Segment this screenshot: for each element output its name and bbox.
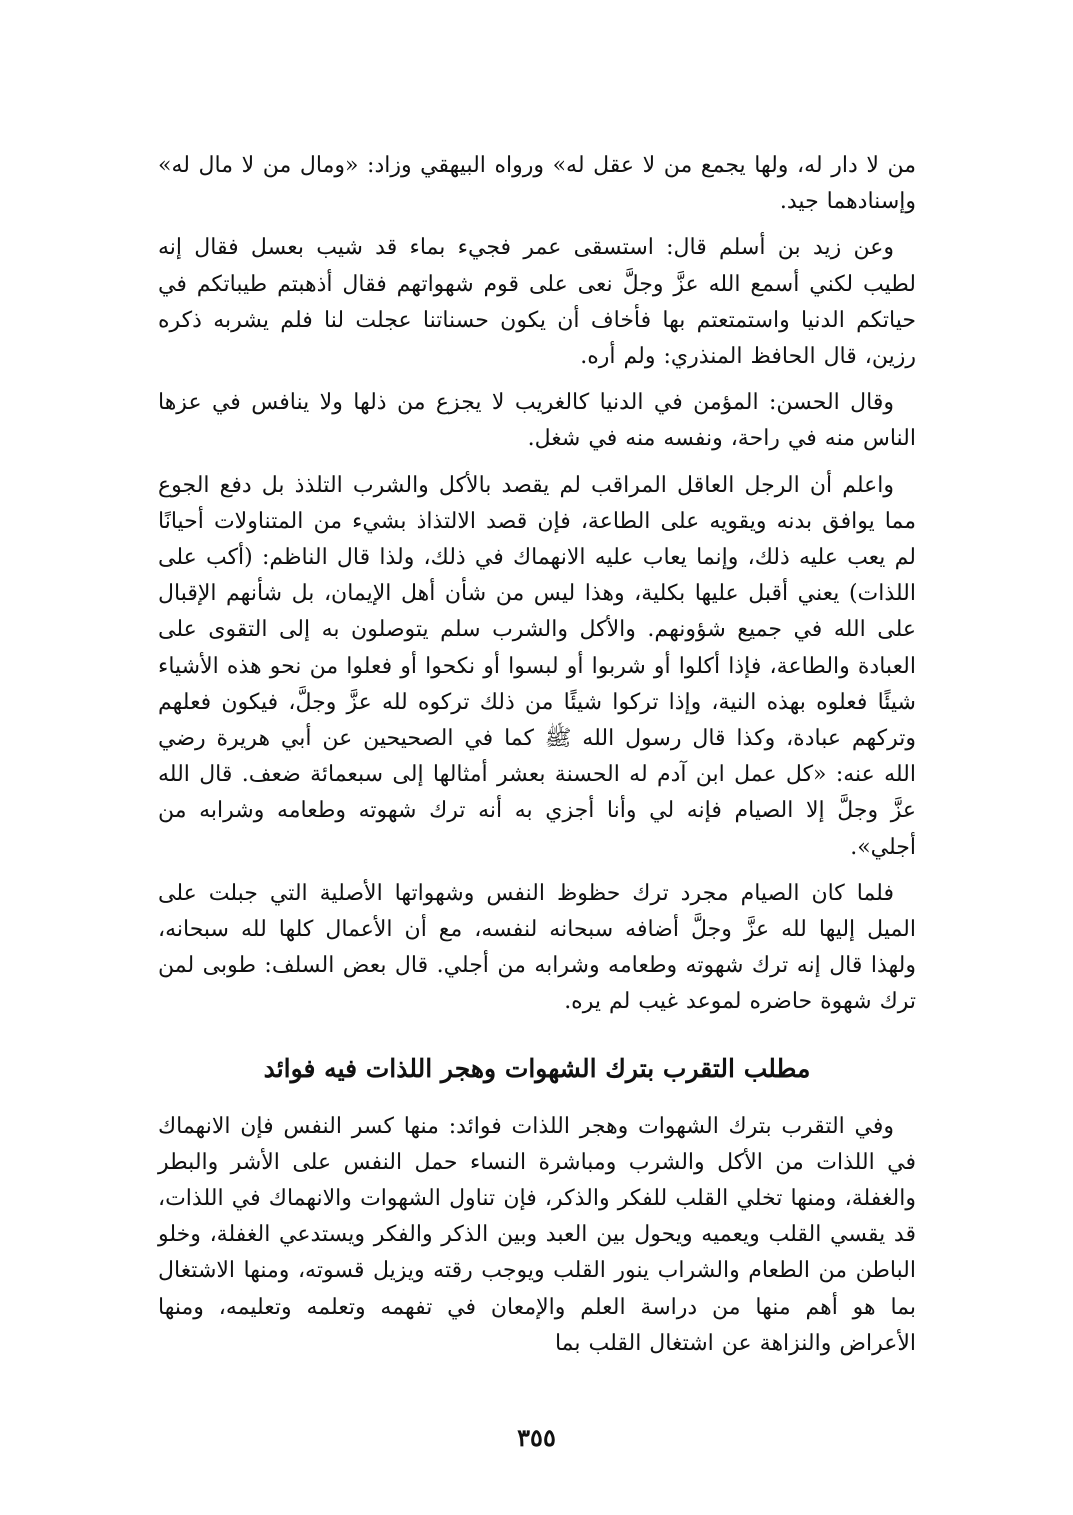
page-number: ٣٥٥ [517, 1423, 556, 1452]
section-heading: مطلب التقرب بترك الشهوات وهجر اللذات فيه فوائد [263, 1053, 811, 1083]
paragraph-1: من لا دار له، ولها يجمع من لا عقل له» ورواه البيهقي وزاد: «ومال من لا مال له» وإسنادهما جيد. [158, 153, 916, 215]
paragraph-6: وفي التقرب بترك الشهوات وهجر اللذات فوائد: منها كسر النفس فإن الانهماك في اللذات من الأكل والشرب ومباشرة النساء حمل النفس على الأشر والبطر والغفلة، ومنها تخلي القلب للفكر والذكر، فإن تناول الشهوات والانهماك في اللذات، قد يقسي القلب ويعميه ويحول بين العبد وبين الذكر والفكر ويستدعي الغفلة، وخلو الباطن من الطعام والشراب ينور القلب ويوجب رقته ويزيل قسوته، ومنها الاشتغال بما هو أهم منها من دراسة العلم والإمعان في تفهمه وتعلمه وتعليمه، ومنها الأعراض والنزاهة عن اشتغال القلب بما [158, 1113, 916, 1356]
page-body [158, 148, 916, 1372]
paragraph-5: فلما كان الصيام مجرد ترك حظوظ النفس وشهواتها الأصلية التي جبلت على الميل إليها لله عزَّ وجلَّ أضافه سبحانه لنفسه، مع أن الأعمال كلها لله سبحانه، ولهذا قال إنه ترك شهوته وطعامه وشرابه من أجلي. قال بعض السلف: طوبى لمن ترك شهوة حاضره لموعد غيب لم يره. [158, 880, 916, 1015]
paragraph-2: وعن زيد بن أسلم قال: استسقى عمر فجيء بماء قد شيب بعسل فقال إنه لطيب لكني أسمع الله عزَّ وجلَّ نعى على قوم شهواتهم فقال أذهبتم طيباتكم في حياتكم الدنيا واستمتعتم بها فأخاف أن يكون حسناتنا عجلت لنا فلم يشربه ذكره رزين، قال الحافظ المنذري: ولم أره. [158, 235, 916, 370]
paragraph-3: وقال الحسن: المؤمن في الدنيا كالغريب لا يجزع من ذلها ولا ينافس في عزها الناس منه في راحة، ونفسه منه في شغل. [158, 390, 916, 452]
paragraph-4: واعلم أن الرجل العاقل المراقب لم يقصد بالأكل والشرب التلذذ بل دفع الجوع مما يوافق بدنه ويقويه على الطاعة، فإن قصد الالتذاذ بشيء من المتناولات أحيانًا لم يعب عليه ذلك، وإنما يعاب عليه الانهماك في ذلك، ولذا قال الناظم: (أكب على اللذات) يعني أقبل عليها بكلية، وهذا ليس من شأن أهل الإيمان، بل شأنهم الإقبال على الله في جميع شؤونهم. والأكل والشرب سلم يتوصلون به إلى التقوى على العبادة والطاعة، فإذا أكلوا أو شربوا أو لبسوا أو نكحوا أو فعلوا من نحو هذه الأشياء شيئًا فعلوه بهذه النية، وإذا تركوا شيئًا من ذلك تركوه لله عزَّ وجلَّ، فيكون فعلهم وتركهم عبادة، وكذا قال رسول الله ﷺ كما في الصحيحين عن أبي هريرة رضي الله عنه: «كل عمل ابن آدم له الحسنة بعشر أمثالها إلى سبعمائة ضعف. قال الله عزَّ وجلَّ إلا الصيام فإنه لي وأنا أجزي به أنه ترك شهوته وطعامه وشرابه من أجلي». [158, 472, 916, 860]
